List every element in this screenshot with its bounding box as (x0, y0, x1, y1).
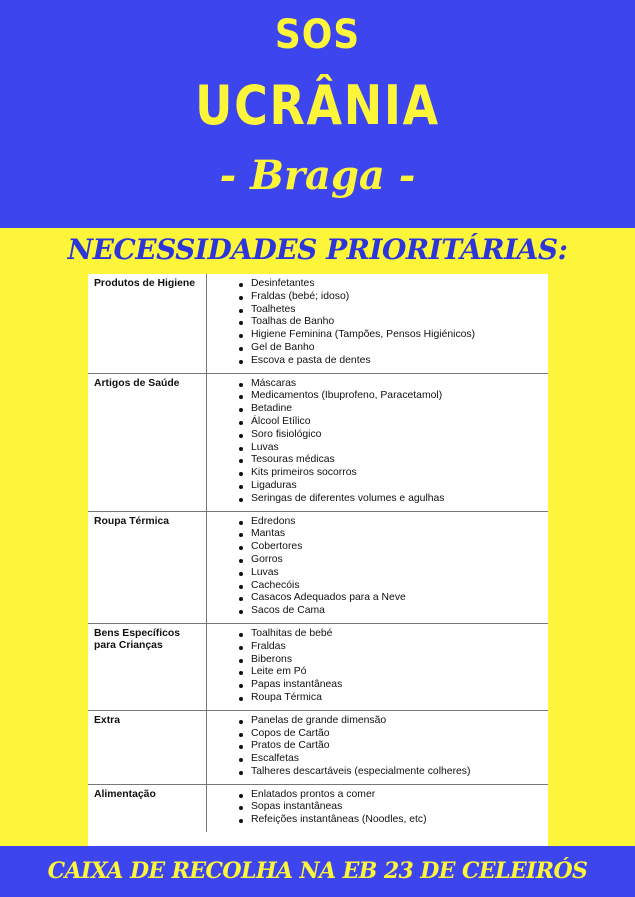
item-list (213, 378, 544, 506)
list-item: Casacos Adequados para a Neve (239, 592, 544, 605)
list-item: Toalhitas de bebé (239, 628, 544, 641)
header-banner (0, 0, 635, 228)
list-item: Álcool Etílico (239, 416, 544, 429)
list-item: Gel de Banho (239, 342, 544, 355)
list-item: Máscaras (239, 378, 544, 391)
list-item: Toalhas de Banho (239, 316, 544, 329)
priority-needs-heading: NECESSIDADES PRIORITÁRIAS: (67, 233, 568, 266)
item-list (213, 715, 544, 779)
list-item: Mantas (239, 528, 544, 541)
list-item: Betadine (239, 403, 544, 416)
category-items (207, 623, 549, 710)
title-braga: - Braga - (219, 152, 416, 199)
list-item: Gorros (239, 554, 544, 567)
category-items (207, 511, 549, 623)
list-item: Higiene Feminina (Tampões, Pensos Higiénicos) (239, 329, 544, 342)
list-item: Ligaduras (239, 480, 544, 493)
list-item: Copos de Cartão (239, 728, 544, 741)
list-item: Sopas instantâneas (239, 801, 544, 814)
list-item: Escalfetas (239, 753, 544, 766)
category-items (207, 373, 549, 511)
item-list (213, 628, 544, 705)
list-item: Escova e pasta de dentes (239, 355, 544, 368)
list-item: Pratos de Cartão (239, 740, 544, 753)
item-list (213, 278, 544, 368)
collection-point-banner: CAIXA DE RECOLHA NA EB 23 DE CELEIRÓS (0, 846, 635, 897)
category-label: Artigos de Saúde (88, 373, 207, 511)
list-item: Tesouras médicas (239, 454, 544, 467)
list-item: Soro fisiológico (239, 429, 544, 442)
list-item: Toalhetes (239, 304, 544, 317)
category-label: Produtos de Higiene (88, 274, 207, 373)
list-item: Medicamentos (Ibuprofeno, Paracetamol) (239, 390, 544, 403)
list-item: Enlatados prontos a comer (239, 789, 544, 802)
table-row (88, 784, 548, 832)
category-label: Roupa Térmica (88, 511, 207, 623)
table-row (88, 511, 548, 623)
list-item: Papas instantâneas (239, 679, 544, 692)
list-item: Cobertores (239, 541, 544, 554)
title-ucrania: UCRÂNIA (195, 74, 440, 137)
list-item: Talheres descartáveis (especialmente colheres) (239, 766, 544, 779)
category-label: Alimentação (88, 784, 207, 832)
list-item: Seringas de diferentes volumes e agulhas (239, 493, 544, 506)
list-item: Biberons (239, 654, 544, 667)
category-label: Bens Específicos para Crianças (88, 623, 207, 710)
list-item: Cachecóis (239, 580, 544, 593)
item-list (213, 516, 544, 618)
category-items (207, 710, 549, 784)
list-item: Fraldas (239, 641, 544, 654)
list-item: Sacos de Cama (239, 605, 544, 618)
list-item: Kits primeiros socorros (239, 467, 544, 480)
category-label: Extra (88, 710, 207, 784)
category-items (207, 784, 549, 832)
needs-table-sheet (88, 274, 548, 846)
list-item: Leite em Pó (239, 666, 544, 679)
table-row (88, 623, 548, 710)
list-item: Desinfetantes (239, 278, 544, 291)
list-item: Fraldas (bebé; idoso) (239, 291, 544, 304)
table-row (88, 710, 548, 784)
category-items (207, 274, 549, 373)
list-item: Luvas (239, 442, 544, 455)
list-item: Luvas (239, 567, 544, 580)
needs-table (88, 274, 548, 832)
list-item: Roupa Térmica (239, 692, 544, 705)
title-sos: SOS (274, 12, 361, 58)
list-item: Edredons (239, 516, 544, 529)
list-item: Panelas de grande dimensão (239, 715, 544, 728)
list-item: Refeições instantâneas (Noodles, etc) (239, 814, 544, 827)
table-row (88, 274, 548, 373)
table-row (88, 373, 548, 511)
item-list (213, 789, 544, 827)
